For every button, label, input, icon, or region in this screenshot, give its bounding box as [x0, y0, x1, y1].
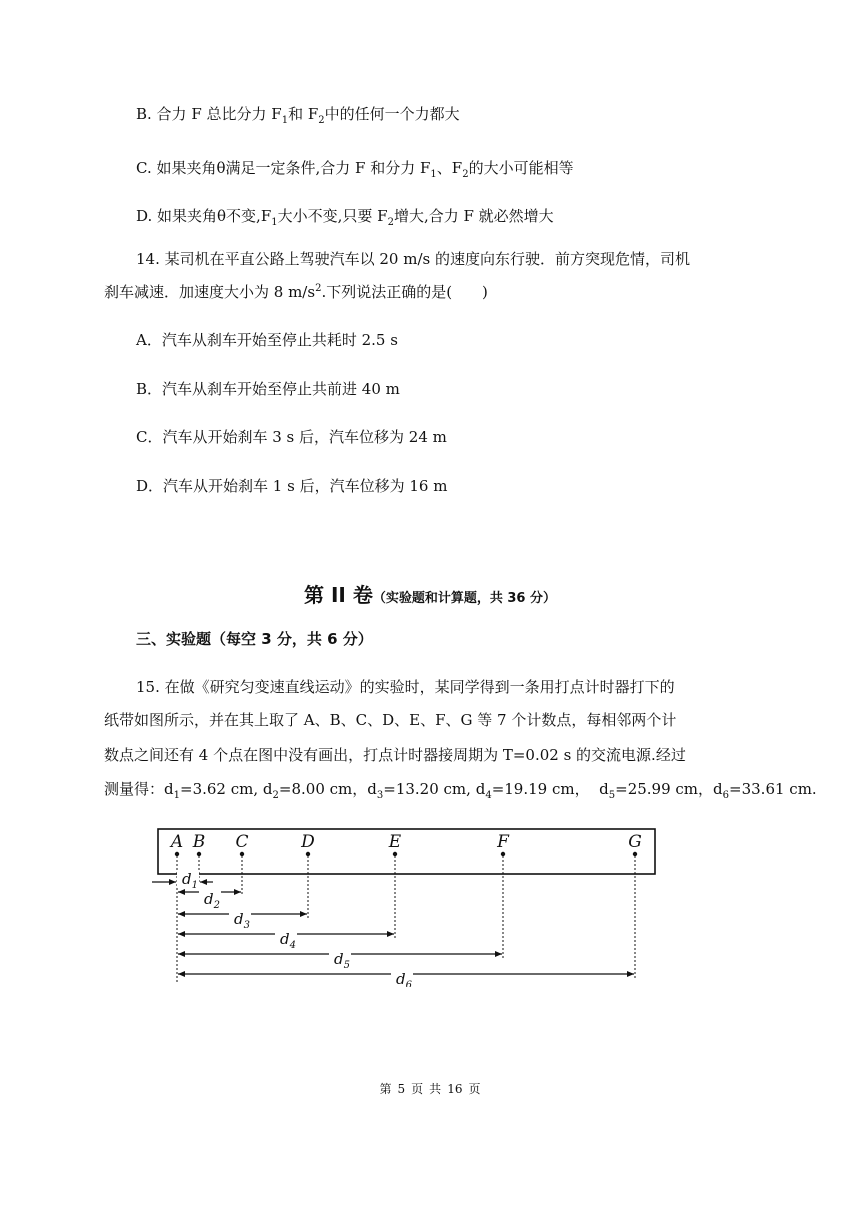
q15-line2: 纸带如图所示，并在其上取了 A、B、C、D、E、F、G 等 7 个计数点，每相邻两个计 [104, 711, 677, 729]
dim-label-symbol: d [334, 950, 344, 968]
q13-option-b-text1: B. 合力 F 总比分力 F [136, 105, 282, 123]
measurement-value: =8.00 cm， [278, 780, 368, 798]
q13-option-b-sub1: 1 [281, 115, 289, 126]
measurement-subscript: 3 [376, 790, 384, 801]
point-label-E: E [388, 832, 402, 852]
q14-stem-line2-tail: .下列说法正确的是( ) [321, 283, 488, 301]
point-dot-G [633, 852, 637, 856]
q13-option-d [136, 206, 554, 226]
measurement-symbol: d [599, 780, 609, 798]
point-dot-B [197, 852, 201, 856]
point-dot-C [240, 852, 244, 856]
footer-page-number: 5 [397, 1082, 406, 1096]
measurement-6 [713, 780, 817, 801]
q15-measurements [164, 780, 817, 801]
measurement-symbol: d [164, 780, 174, 798]
q13-option-c-text3: 的大小可能相等 [468, 159, 574, 177]
measurement-symbol: d [367, 780, 377, 798]
section-title-main: 第 II 卷 [304, 583, 373, 607]
measurement-subscript: 4 [485, 790, 492, 801]
measurement-5 [599, 780, 714, 801]
footer-p1: 第 [379, 1082, 392, 1096]
section3-heading: 三、实验题（每空 3 分，共 6 分） [136, 630, 373, 648]
q13-option-b [136, 104, 460, 124]
q14-option-a: A．汽车从刹车开始至停止共耗时 2.5 s [136, 331, 398, 349]
q13-option-c-text2: 、F [436, 159, 463, 177]
q14-option-c: C．汽车从开始刹车 3 s 后，汽车位移为 24 m [136, 428, 447, 446]
q15-line4 [104, 779, 817, 799]
dim-label-subscript: 1 [191, 880, 198, 891]
point-label-D: D [301, 832, 315, 852]
measurement-symbol: d [475, 780, 486, 798]
q14-stem-line1: 14. 某司机在平直公路上驾驶汽车以 20 m/s 的速度向东行驶．前方突现危情，司机 [136, 250, 690, 268]
measurement-value: =19.19 cm， [491, 780, 600, 798]
point-dot-A [175, 852, 179, 856]
dim-label-subscript: 2 [213, 900, 220, 911]
section-title [0, 579, 860, 608]
q14-option-b: B．汽车从刹车开始至停止共前进 40 m [136, 380, 400, 398]
point-dot-D [306, 852, 310, 856]
point-label-G: G [628, 832, 642, 852]
point-label-A: A [170, 832, 184, 852]
point-label-B: B [192, 832, 206, 852]
dim-label-subscript: 3 [243, 920, 250, 931]
q13-option-d-sub2: 2 [387, 217, 394, 228]
page-footer [0, 1080, 860, 1097]
q13-option-d-text1: D. 如果夹角θ不变,F [136, 207, 272, 225]
measurement-value: =13.20 cm, [383, 780, 476, 798]
paper-tape [158, 829, 655, 874]
q13-option-b-sub2: 2 [318, 115, 325, 126]
measurement-subscript: 6 [722, 790, 730, 801]
footer-p3: 共 [429, 1082, 442, 1096]
q15-line1: 15. 在做《研究匀变速直线运动》的实验时，某同学得到一条用打点计时器打下的 [136, 678, 675, 696]
q15-line3: 数点之间还有 4 个点在图中没有画出，打点计时器接周期为 T=0.02 s 的交流电源.经过 [104, 746, 686, 764]
dim-label-subscript: 4 [289, 940, 296, 951]
dim-label-symbol: d [182, 870, 192, 888]
q14-stem-line2-text: 刹车减速．加速度大小为 8 m/s [104, 283, 316, 301]
q13-option-d-text3: 增大,合力 F 就必然增大 [393, 207, 554, 225]
point-dot-E [393, 852, 397, 856]
point-label-F: F [497, 832, 509, 852]
measurement-3 [367, 780, 476, 801]
q13-option-c-text1: C. 如果夹角θ满足一定条件,合力 F 和分力 F [136, 159, 431, 177]
q13-option-c-sub1: 1 [430, 169, 437, 180]
measurement-subscript: 5 [608, 790, 616, 801]
measurement-value: =3.62 cm, [180, 780, 263, 798]
section-title-sub: （实验题和计算题，共 36 分） [372, 591, 556, 606]
dim-label-symbol: d [280, 930, 290, 948]
measurement-2 [262, 780, 368, 801]
q15-measure-label: 测量得： [104, 780, 165, 798]
q13-option-c-sub2: 2 [462, 169, 469, 180]
q14-stem-sup: 2 [315, 283, 322, 294]
dim-label-subscript: 5 [343, 960, 350, 971]
q13-option-b-text2: 和 F [288, 105, 319, 123]
point-label-C: C [235, 832, 249, 852]
footer-total-pages: 16 [447, 1082, 463, 1096]
q13-option-b-text3: 中的任何一个力都大 [324, 105, 460, 123]
q14-stem-line2 [104, 282, 488, 302]
q14-option-d: D．汽车从开始刹车 1 s 后，汽车位移为 16 m [136, 477, 448, 495]
q13-option-d-text2: 大小不变,只要 F [277, 207, 388, 225]
dim-label-symbol: d [204, 890, 214, 908]
dim-label-symbol: d [234, 910, 244, 928]
measurement-subscript: 2 [272, 790, 279, 801]
footer-p4: 页 [468, 1082, 481, 1096]
footer-p2: 页 [411, 1082, 424, 1096]
measurement-symbol: d [262, 780, 273, 798]
dim-label-symbol: d [396, 970, 406, 987]
paper-tape-figure [140, 822, 660, 987]
tape-dimensions [152, 856, 635, 987]
measurement-subscript: 1 [173, 790, 180, 801]
measurement-symbol: d [713, 780, 723, 798]
measurement-value: =33.61 cm. [729, 780, 817, 798]
measurement-4 [475, 780, 600, 801]
measurement-value: =25.99 cm， [615, 780, 714, 798]
measurement-1 [164, 780, 263, 801]
q13-option-d-sub1: 1 [271, 217, 278, 228]
dim-label-subscript: 6 [405, 980, 412, 987]
point-dot-F [501, 852, 505, 856]
q13-option-c [136, 158, 574, 178]
